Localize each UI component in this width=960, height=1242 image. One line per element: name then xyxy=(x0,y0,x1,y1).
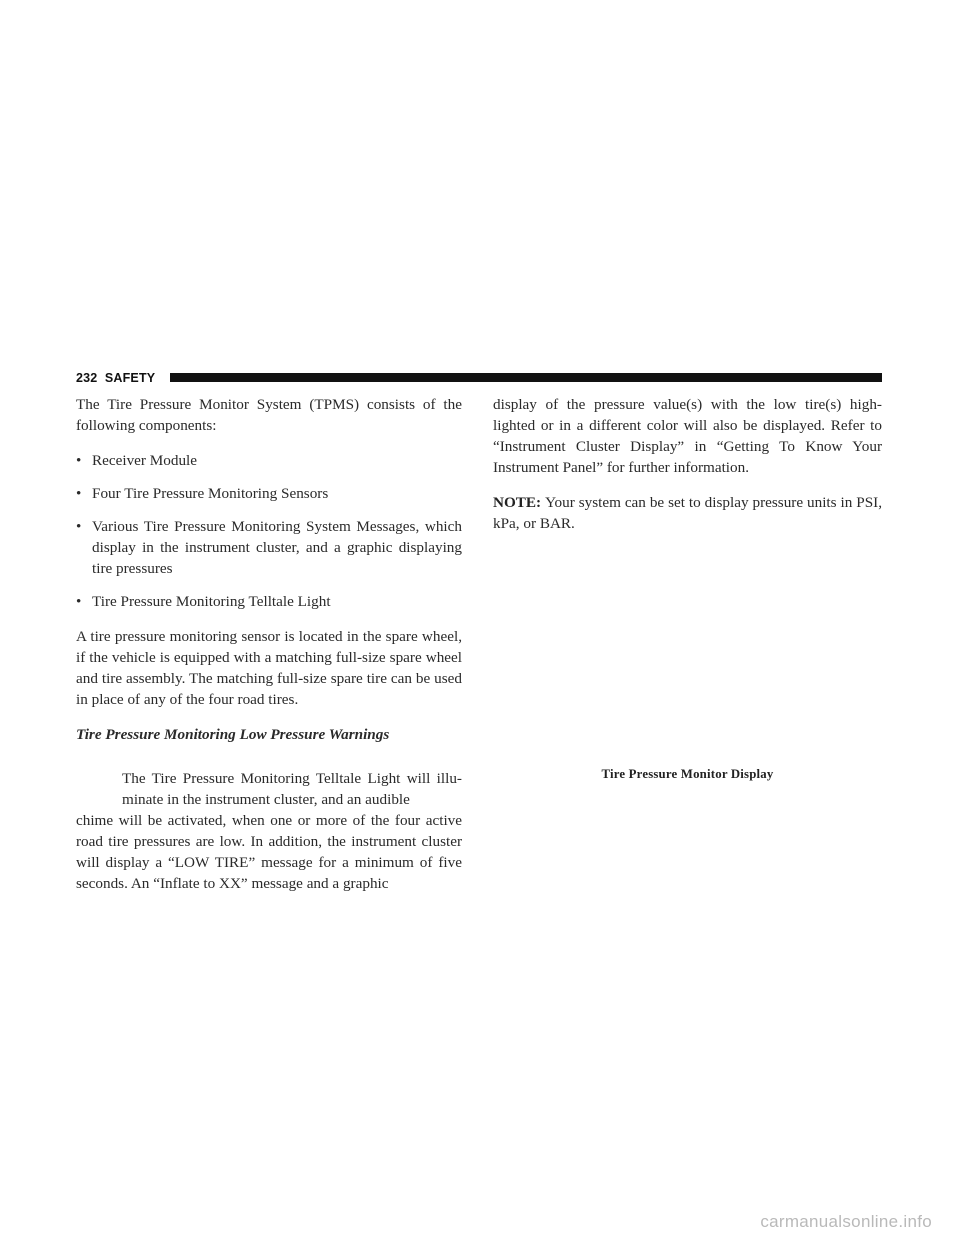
list-item xyxy=(76,516,462,579)
warning-paragraph-lead: The Tire Pressure Monitoring Telltale Light will illu- minate in the instrument cluster, and an audible xyxy=(122,770,462,808)
note-text: Your system can be set to display pressure units in PSI, kPa, or BAR. xyxy=(493,494,883,532)
low-pressure-subheading: Tire Pressure Monitoring Low Pressure Warnings xyxy=(76,726,390,743)
spare-tire-paragraph: A tire pressure monitoring sensor is located in the spare wheel, if the vehicle is equipped with a matching full-size spare wheel and tire assembly. The matching full-size spare tire can be used in place of any of the four road tires. xyxy=(76,628,462,708)
bullet-glyph: • xyxy=(76,485,82,502)
list-item-text: Tire Pressure Monitoring Telltale Light xyxy=(92,593,331,610)
warning-paragraph xyxy=(76,768,462,894)
tpms-components-list xyxy=(76,450,462,612)
low-pressure-warning-block xyxy=(76,768,462,894)
page-number: 232 xyxy=(76,371,98,385)
list-item xyxy=(76,591,462,612)
warning-paragraph-rest: chime will be activated, when one or more of the four active road tire pressures are low. In addition, the instrument cluster will display a “LOW TIRE” message for a minimum of five seconds. An “Inflate to XX” message and a graphic xyxy=(76,812,462,892)
right-column xyxy=(493,394,882,548)
list-item-text: Receiver Module xyxy=(92,452,198,469)
left-column xyxy=(76,394,462,894)
watermark: carmanualsonline.info xyxy=(760,1212,932,1231)
list-item xyxy=(76,450,462,471)
page-number-section xyxy=(76,371,155,385)
bullet-glyph: • xyxy=(76,452,82,469)
header-rule xyxy=(170,373,882,382)
tpms-intro: The Tire Pressure Monitor System (TPMS) consists of the following components: xyxy=(76,396,462,434)
list-item-text: Four Tire Pressure Monitoring Sensors xyxy=(92,485,329,502)
list-item-text: Various Tire Pressure Monitoring System Messages, which display in the instrument cluster, and a graphic displaying tire pressures xyxy=(92,518,462,577)
note-label: NOTE: xyxy=(493,494,542,511)
figure-caption: Tire Pressure Monitor Display xyxy=(601,767,774,781)
list-item xyxy=(76,483,462,504)
section-title: SAFETY xyxy=(104,371,156,385)
bullet-glyph: • xyxy=(76,593,82,610)
note-paragraph xyxy=(493,492,882,534)
tire-pressure-display-figure xyxy=(493,540,882,758)
bullet-glyph: • xyxy=(76,518,82,535)
page-header xyxy=(76,370,882,386)
continuation-paragraph: display of the pressure value(s) with the low tire(s) high- lighted or in a different color will also be displayed. Refer to “Instrument Cluster Display” in “Getting To Know Your Instrument Panel” for further information. xyxy=(493,396,882,476)
